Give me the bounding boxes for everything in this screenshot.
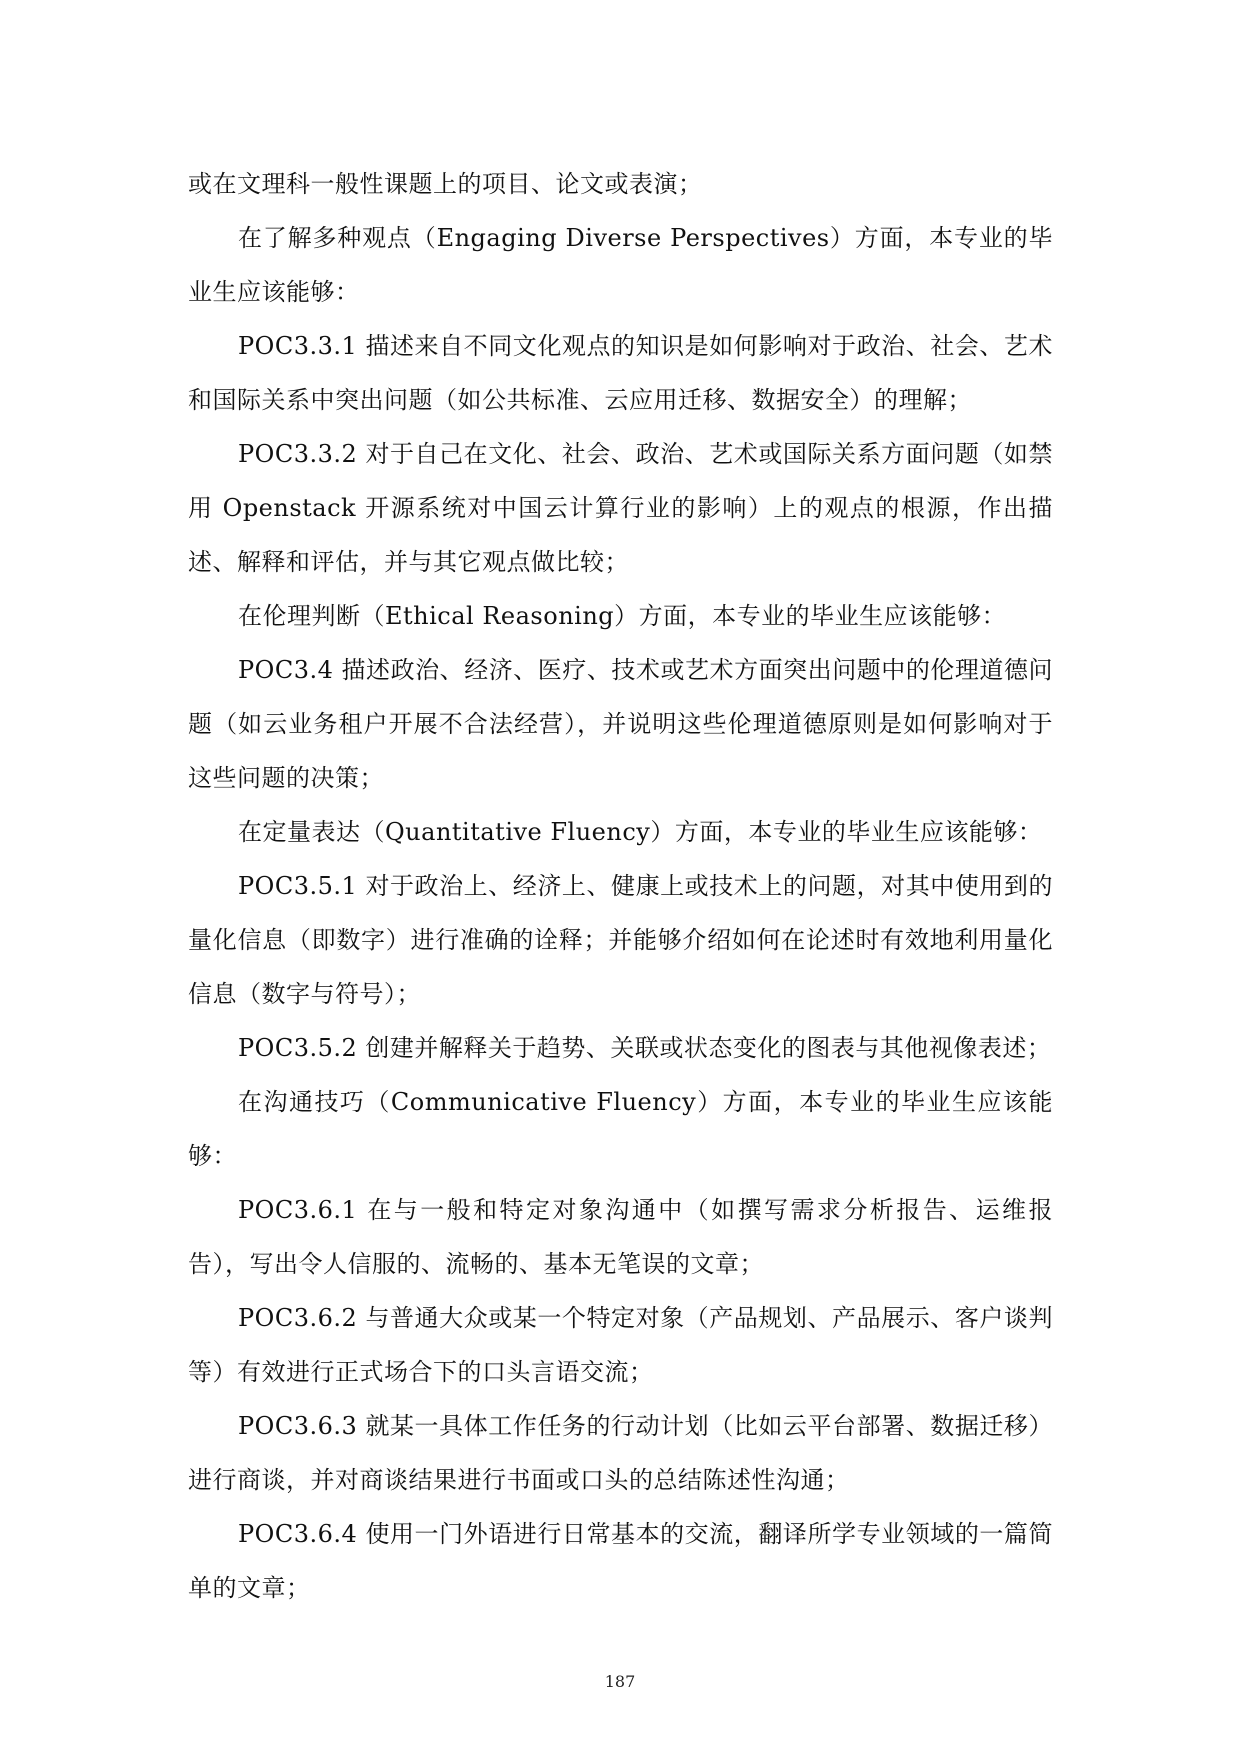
paragraph-poc-3-3-2: POC3.3.2 对于自己在文化、社会、政治、艺术或国际关系方面问题（如禁用 Openstack 开源系统对中国云计算行业的影响）上的观点的根源，作出描述、解释和评估，并与其它观点做比较； [188, 440, 1053, 576]
paragraph-continuation: 或在文理科一般性课题上的项目、论文或表演； [188, 170, 703, 198]
paragraph-poc-3-4: POC3.4 描述政治、经济、医疗、技术或艺术方面突出问题中的伦理道德问题（如云业务租户开展不合法经营），并说明这些伦理道德原则是如何影响对于这些问题的决策； [188, 656, 1053, 792]
paragraph-poc-3-6-2: POC3.6.2 与普通大众或某一个特定对象（产品规划、产品展示、客户谈判等）有效进行正式场合下的口头言语交流； [188, 1304, 1053, 1386]
paragraph-poc-3-5-2: POC3.5.2 创建并解释关于趋势、关联或状态变化的图表与其他视像表述； [238, 1034, 1052, 1062]
paragraph-quantitative-fluency-intro: 在定量表达（Quantitative Fluency）方面，本专业的毕业生应该能够： [238, 818, 1043, 846]
paragraph-poc-3-3-1: POC3.3.1 描述来自不同文化观点的知识是如何影响对于政治、社会、艺术和国际关系中突出问题（如公共标准、云应用迁移、数据安全）的理解； [188, 332, 1053, 414]
body-text [188, 157, 1053, 1615]
paragraph-poc-3-6-4: POC3.6.4 使用一门外语进行日常基本的交流，翻译所学专业领域的一篇简单的文章； [188, 1520, 1053, 1602]
paragraph-communicative-fluency-intro: 在沟通技巧（Communicative Fluency）方面，本专业的毕业生应该能够： [188, 1088, 1053, 1170]
paragraph-poc-3-6-1: POC3.6.1 在与一般和特定对象沟通中（如撰写需求分析报告、运维报告），写出令人信服的、流畅的、基本无笔误的文章； [188, 1196, 1053, 1278]
paragraph-poc-3-5-1: POC3.5.1 对于政治上、经济上、健康上或技术上的问题，对其中使用到的量化信息（即数字）进行准确的诠释；并能够介绍如何在论述时有效地利用量化信息（数字与符号）； [188, 872, 1053, 1008]
paragraph-poc-3-6-3: POC3.6.3 就某一具体工作任务的行动计划（比如云平台部署、数据迁移）进行商谈，并对商谈结果进行书面或口头的总结陈述性沟通； [188, 1412, 1053, 1494]
paragraph-diverse-perspectives-intro: 在了解多种观点（Engaging Diverse Perspectives）方面，本专业的毕业生应该能够： [188, 224, 1053, 306]
paragraph-ethical-reasoning-intro: 在伦理判断（Ethical Reasoning）方面，本专业的毕业生应该能够： [238, 602, 1007, 630]
page-number: 187 [604, 1672, 636, 1691]
